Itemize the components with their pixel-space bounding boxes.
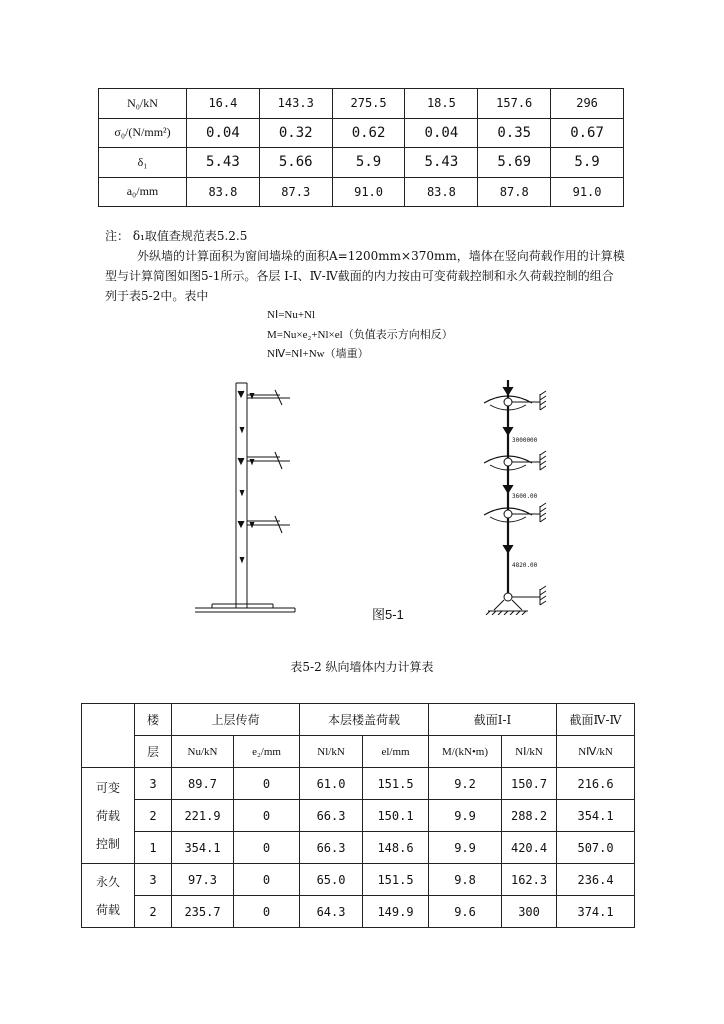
e2-header: e₂/mm — [234, 736, 300, 768]
floor-header-bottom: 层 — [135, 736, 172, 768]
table-row — [99, 148, 624, 178]
m-header: M/(kN•m) — [429, 736, 502, 768]
table-cell: 354.1 — [172, 832, 234, 864]
table-cell: 0.04 — [405, 118, 478, 148]
nl-header: Nl/kN — [300, 736, 363, 768]
table-row — [99, 89, 624, 119]
row-label: a₀/mm — [99, 177, 187, 207]
table-cell: 66.3 — [300, 800, 363, 832]
table-cell: 91.0 — [332, 177, 405, 207]
n1-header: NⅠ/kN — [502, 736, 557, 768]
joint-1 — [484, 503, 546, 522]
table-cell: 0 — [234, 896, 300, 928]
table-cell: 296 — [551, 89, 624, 119]
calculation-diagram — [484, 380, 546, 615]
wall-model-diagram — [195, 383, 295, 612]
table-cell: 0 — [234, 864, 300, 896]
n4-header: NⅣ/kN — [557, 736, 635, 768]
formula-n4: NⅣ=NⅠ+Nw（墙重） — [267, 348, 369, 360]
row-label: δ₁ — [99, 148, 187, 178]
group-label-line: 荷载 — [95, 902, 120, 917]
table-row — [82, 800, 635, 832]
table-cell: 0.04 — [187, 118, 260, 148]
floor-number: 2 — [135, 896, 172, 928]
section-1-header: 截面Ⅰ-Ⅰ — [429, 704, 557, 736]
table-cell: 374.1 — [557, 896, 635, 928]
row-label: N₀/kN — [99, 89, 187, 119]
table-cell: 150.1 — [363, 800, 429, 832]
table-cell: 5.9 — [551, 148, 624, 178]
table-cell: 91.0 — [551, 177, 624, 207]
table-row — [82, 896, 635, 928]
figure-caption: 图5-1 — [372, 607, 404, 622]
note-line: 注： δ₁取值查规范表5.2.5 — [105, 229, 248, 243]
table-cell: 5.69 — [478, 148, 551, 178]
table-row — [82, 864, 635, 896]
group-label-line: 永久 — [95, 874, 120, 889]
table-cell: 5.9 — [332, 148, 405, 178]
table-cell: 151.5 — [363, 864, 429, 896]
table-cell: 9.9 — [429, 832, 502, 864]
joint-3 — [484, 391, 546, 410]
table-cell: 507.0 — [557, 832, 635, 864]
base-support — [486, 586, 546, 615]
table-row — [82, 768, 635, 800]
note-paragraph: 外纵墙的计算面积为窗间墙垛的面积A=1200mm×370mm，墙体在竖向荷载作用的计算模型与计算简图如图5-1所示。各层 Ⅰ-Ⅰ、Ⅳ-Ⅳ截面的内力按由可变荷载控制和永久荷载控制的组合列于表5-2中。表中 — [105, 249, 625, 303]
corner-cell — [82, 704, 135, 768]
table-cell: 97.3 — [172, 864, 234, 896]
table-cell: 236.4 — [557, 864, 635, 896]
table-cell: 65.0 — [300, 864, 363, 896]
table-cell: 221.9 — [172, 800, 234, 832]
table-cell: 148.6 — [363, 832, 429, 864]
row-label: σ₀/(N/mm²) — [99, 118, 187, 148]
group-permanent-load — [82, 864, 135, 928]
nu-header: Nu/kN — [172, 736, 234, 768]
table-cell: 16.4 — [187, 89, 260, 119]
formulas — [267, 306, 453, 365]
table-cell: 64.3 — [300, 896, 363, 928]
table-cell: 216.6 — [557, 768, 635, 800]
table-cell: 9.2 — [429, 768, 502, 800]
table-row — [82, 832, 635, 864]
floor-number: 1 — [135, 832, 172, 864]
header-row-1 — [82, 704, 635, 736]
group-label-line: 荷载 — [95, 808, 120, 823]
table-cell: 288.2 — [502, 800, 557, 832]
table-cell: 83.8 — [405, 177, 478, 207]
table-cell: 89.7 — [172, 768, 234, 800]
table-cell: 275.5 — [332, 89, 405, 119]
formula-n1: NⅠ=Nu+Nl — [267, 309, 316, 321]
table-row — [99, 118, 624, 148]
section-4-header: 截面Ⅳ-Ⅳ — [557, 704, 635, 736]
table-cell: 235.7 — [172, 896, 234, 928]
table-cell: 0 — [234, 768, 300, 800]
joint-2 — [484, 451, 546, 470]
floor-number: 3 — [135, 768, 172, 800]
floor-level-1 — [238, 516, 290, 533]
group-label-line: 可变 — [95, 780, 120, 795]
table-cell: 0.67 — [551, 118, 624, 148]
note-section — [105, 226, 625, 306]
floor-load-header: 本层楼盖荷载 — [300, 704, 429, 736]
table-cell: 0 — [234, 800, 300, 832]
table-cell: 83.8 — [187, 177, 260, 207]
table-cell: 61.0 — [300, 768, 363, 800]
table-cell: 300 — [502, 896, 557, 928]
group-variable-load — [82, 768, 135, 864]
table-cell: 354.1 — [557, 800, 635, 832]
table-cell: 5.43 — [405, 148, 478, 178]
table-cell: 0 — [234, 832, 300, 864]
floor-level-3 — [238, 390, 290, 405]
table-cell: 9.9 — [429, 800, 502, 832]
table-cell: 5.43 — [187, 148, 260, 178]
floor-header-top: 楼 — [135, 704, 172, 736]
table-cell: 151.5 — [363, 768, 429, 800]
table-cell: 0.32 — [259, 118, 332, 148]
floor-number: 3 — [135, 864, 172, 896]
table-cell: 0.35 — [478, 118, 551, 148]
stress-table — [98, 88, 624, 207]
table-cell: 162.3 — [502, 864, 557, 896]
group-label-line: 控制 — [95, 836, 120, 851]
upper-load-header: 上层传荷 — [172, 704, 300, 736]
formula-m: M=Nu×e₂+Nl×el（负值表示方向相反） — [267, 328, 453, 341]
table-title: 表5-2 纵向墙体内力计算表 — [290, 660, 434, 674]
table-cell: 420.4 — [502, 832, 557, 864]
svg-text:3600.00: 3600.00 — [512, 493, 538, 500]
svg-text:4820.00: 4820.00 — [512, 562, 538, 569]
floor-number: 2 — [135, 800, 172, 832]
table-cell: 66.3 — [300, 832, 363, 864]
svg-text:3000000: 3000000 — [512, 437, 538, 444]
table-cell: 9.6 — [429, 896, 502, 928]
table-cell: 9.8 — [429, 864, 502, 896]
table-cell: 157.6 — [478, 89, 551, 119]
el-header: el/mm — [363, 736, 429, 768]
header-row-2 — [82, 736, 635, 768]
table-cell: 87.3 — [259, 177, 332, 207]
table-cell: 5.66 — [259, 148, 332, 178]
table-cell: 87.8 — [478, 177, 551, 207]
table-cell: 143.3 — [259, 89, 332, 119]
wall-force-table — [81, 703, 635, 928]
floor-level-2 — [238, 452, 290, 469]
table-cell: 0.62 — [332, 118, 405, 148]
table-cell: 149.9 — [363, 896, 429, 928]
table-cell: 18.5 — [405, 89, 478, 119]
table-row — [99, 177, 624, 207]
table-cell: 150.7 — [502, 768, 557, 800]
figure-5-1 — [0, 375, 724, 615]
